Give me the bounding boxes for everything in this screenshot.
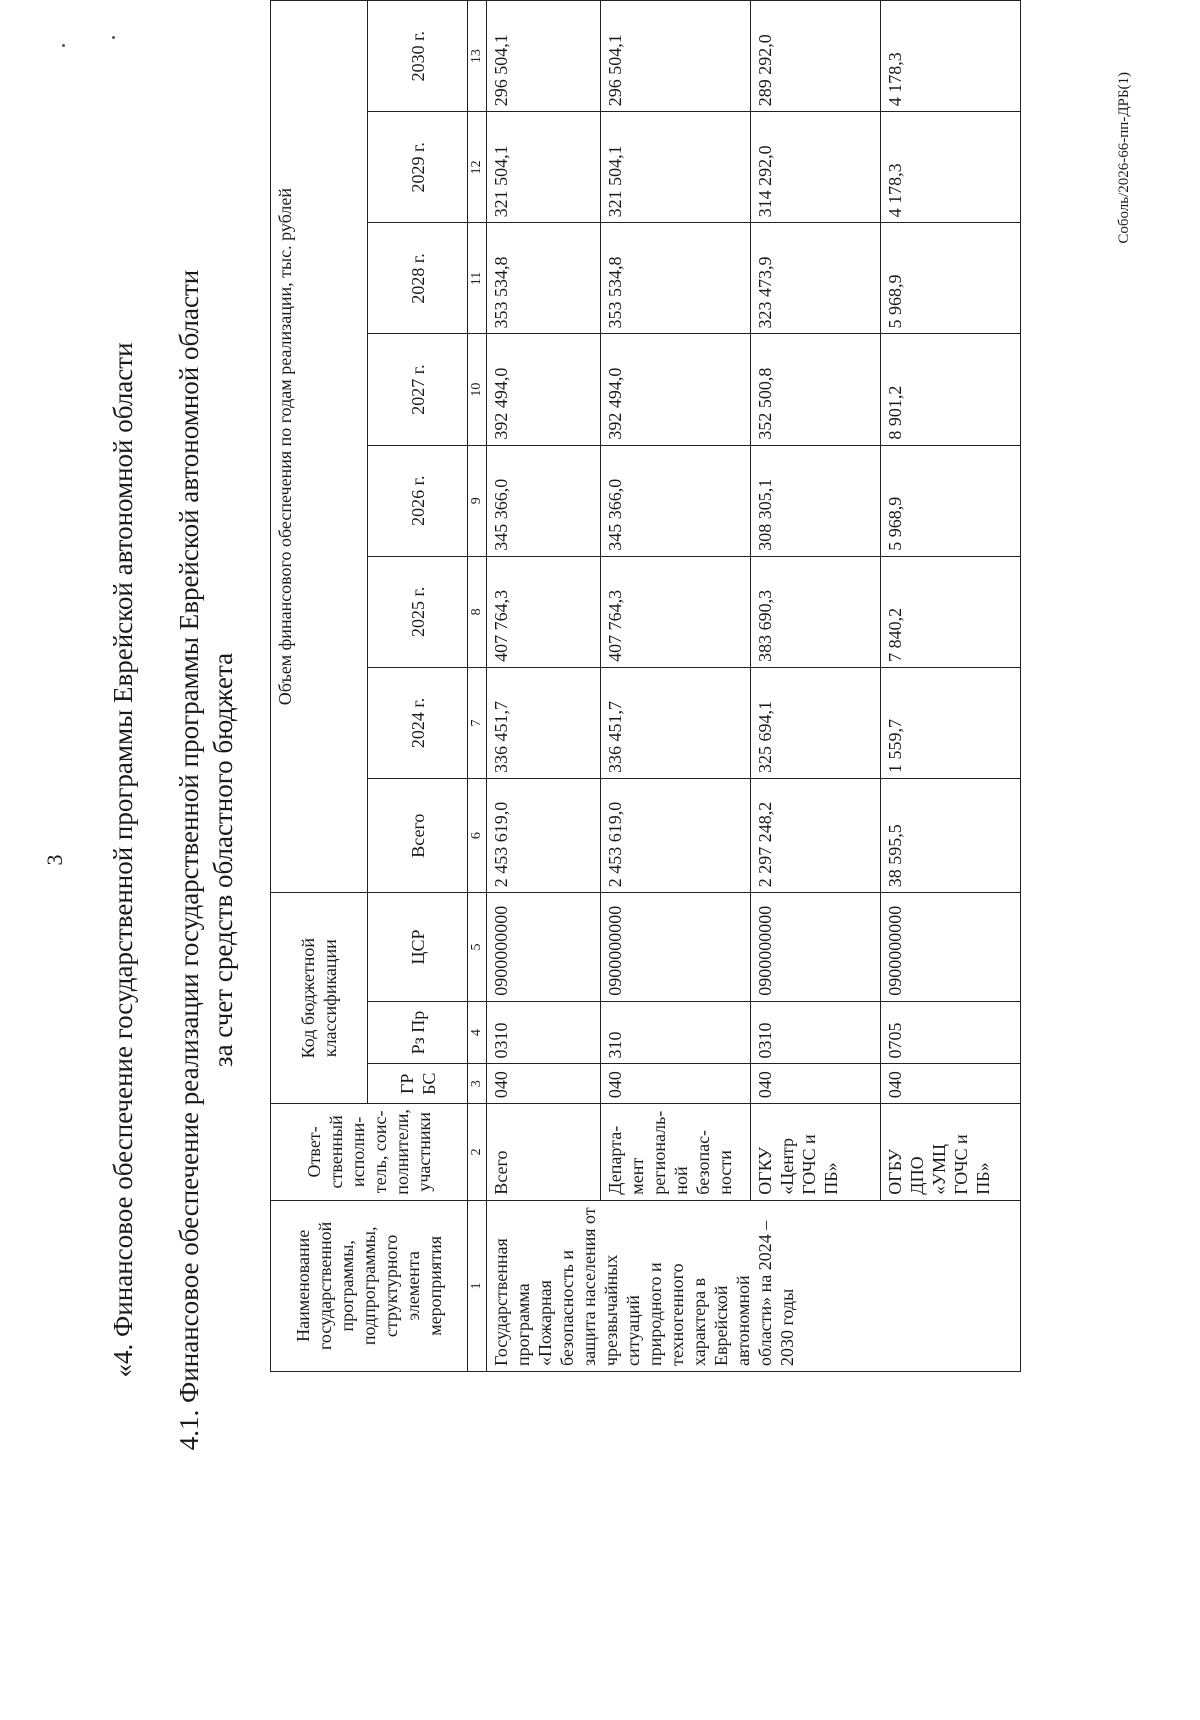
header-executor: Ответ-ственный исполни-тель, соис-полнители, участники: [271, 1104, 468, 1201]
y2024-cell: 336 451,7: [487, 667, 601, 778]
grbs-cell: 040: [601, 1064, 751, 1104]
rzpr-cell: 0310: [487, 1001, 601, 1064]
y2025-cell: 407 764,3: [601, 556, 751, 667]
rzpr-cell: 310: [601, 1001, 751, 1064]
y2025-cell: 383 690,3: [751, 556, 881, 667]
y2028-cell: 353 534,8: [487, 223, 601, 334]
y2029-cell: 314 292,0: [751, 112, 881, 223]
header-2024: 2024 г.: [368, 667, 468, 778]
subsection-title-line2: за счет средств областного бюджета: [208, 652, 238, 1068]
header-volume: Объем финансового обеспечения по годам реализации, тыс. рублей: [271, 1, 368, 893]
col-number: 5: [468, 893, 487, 1001]
rzpr-cell: 0705: [881, 1001, 1021, 1064]
y2024-cell: 325 694,1: [751, 667, 881, 778]
subsection-title: [172, 0, 240, 1720]
col-number: 2: [468, 1104, 487, 1201]
y2028-cell: 5 968,9: [881, 223, 1021, 334]
y2026-cell: 308 305,1: [751, 445, 881, 556]
grbs-cell: 040: [751, 1064, 881, 1104]
table-row: [881, 1, 1021, 1372]
csr-cell: 0900000000: [881, 893, 1021, 1001]
col-number: 7: [468, 667, 487, 778]
col-number: 10: [468, 334, 487, 445]
column-number-row: [468, 1, 487, 1372]
y2027-cell: 392 494,0: [601, 334, 751, 445]
y2030-cell: 296 504,1: [601, 1, 751, 112]
y2029-cell: 321 504,1: [601, 112, 751, 223]
table-row: [601, 1, 751, 1372]
y2026-cell: 5 968,9: [881, 445, 1021, 556]
total-cell: 2 453 619,0: [487, 779, 601, 893]
total-cell: 38 595,5: [881, 779, 1021, 893]
y2026-cell: 345 366,0: [601, 445, 751, 556]
y2024-cell: 1 559,7: [881, 667, 1021, 778]
header-2026: 2026 г.: [368, 445, 468, 556]
rzpr-cell: 0310: [751, 1001, 881, 1064]
csr-cell: 0900000000: [751, 893, 881, 1001]
financing-table: [270, 0, 1021, 1372]
y2026-cell: 345 366,0: [487, 445, 601, 556]
header-total: Всего: [368, 779, 468, 893]
y2025-cell: 407 764,3: [487, 556, 601, 667]
col-number: 12: [468, 112, 487, 223]
y2030-cell: 296 504,1: [487, 1, 601, 112]
header-name: Наименование государственной программы, подпрограммы, структурного элемента мероприятия: [271, 1200, 468, 1371]
subsection-title-line1: 4.1. Финансовое обеспечение реализации государственной программы Еврейской автономной области: [174, 269, 204, 1451]
header-2025: 2025 г.: [368, 556, 468, 667]
y2029-cell: 4 178,3: [881, 112, 1021, 223]
col-number: 1: [468, 1200, 487, 1371]
y2028-cell: 353 534,8: [601, 223, 751, 334]
section-title: «4. Финансовое обеспечение государственной программы Еврейской автономной области: [108, 342, 138, 1378]
executor-cell: ОГКУ «Центр ГОЧС и ПБ»: [751, 1104, 881, 1201]
col-number: 4: [468, 1001, 487, 1064]
total-cell: 2 453 619,0: [601, 779, 751, 893]
scan-speck: [62, 44, 65, 47]
header-2029: 2029 г.: [368, 112, 468, 223]
col-number: 11: [468, 223, 487, 334]
y2028-cell: 323 473,9: [751, 223, 881, 334]
y2030-cell: 4 178,3: [881, 1, 1021, 112]
col-number: 9: [468, 445, 487, 556]
y2027-cell: 8 901,2: [881, 334, 1021, 445]
program-name-cell: Государственная программа «Пожарная безопасность и защита населения от чрезвычайных ситуаций природного и техногенного характера в Еврейской автономной области» на 2024 – 2030 годы: [487, 1200, 1021, 1371]
header-2030: 2030 г.: [368, 1, 468, 112]
executor-cell: Всего: [487, 1104, 601, 1201]
grbs-cell: 040: [881, 1064, 1021, 1104]
y2025-cell: 7 840,2: [881, 556, 1021, 667]
y2029-cell: 321 504,1: [487, 112, 601, 223]
y2024-cell: 336 451,7: [601, 667, 751, 778]
y2027-cell: 352 500,8: [751, 334, 881, 445]
header-csr: ЦСР: [368, 893, 468, 1001]
scan-speck: [112, 36, 115, 39]
table-row: [751, 1, 881, 1372]
csr-cell: 0900000000: [487, 893, 601, 1001]
y2027-cell: 392 494,0: [487, 334, 601, 445]
col-number: 3: [468, 1064, 487, 1104]
col-number: 8: [468, 556, 487, 667]
col-number: 13: [468, 1, 487, 112]
page-number: 3: [42, 854, 67, 866]
header-2028: 2028 г.: [368, 223, 468, 334]
csr-cell: 0900000000: [601, 893, 751, 1001]
col-number: 6: [468, 779, 487, 893]
document-code: Соболь/2026-66-пп-ДРБ(1): [1116, 72, 1132, 244]
executor-cell: ОГБУ ДПО «УМЦ ГОЧС и ПБ»: [881, 1104, 1021, 1201]
header-budget-code: Код бюджетной классификации: [271, 893, 368, 1104]
executor-cell: Департа-мент региональ-ной безопас-ности: [601, 1104, 751, 1201]
header-2027: 2027 г.: [368, 334, 468, 445]
header-grbs: ГРБС: [368, 1064, 468, 1104]
y2030-cell: 289 292,0: [751, 1, 881, 112]
grbs-cell: 040: [487, 1064, 601, 1104]
table-row: [487, 1, 601, 1372]
total-cell: 2 297 248,2: [751, 779, 881, 893]
header-rzpr: Рз Пр: [368, 1001, 468, 1064]
